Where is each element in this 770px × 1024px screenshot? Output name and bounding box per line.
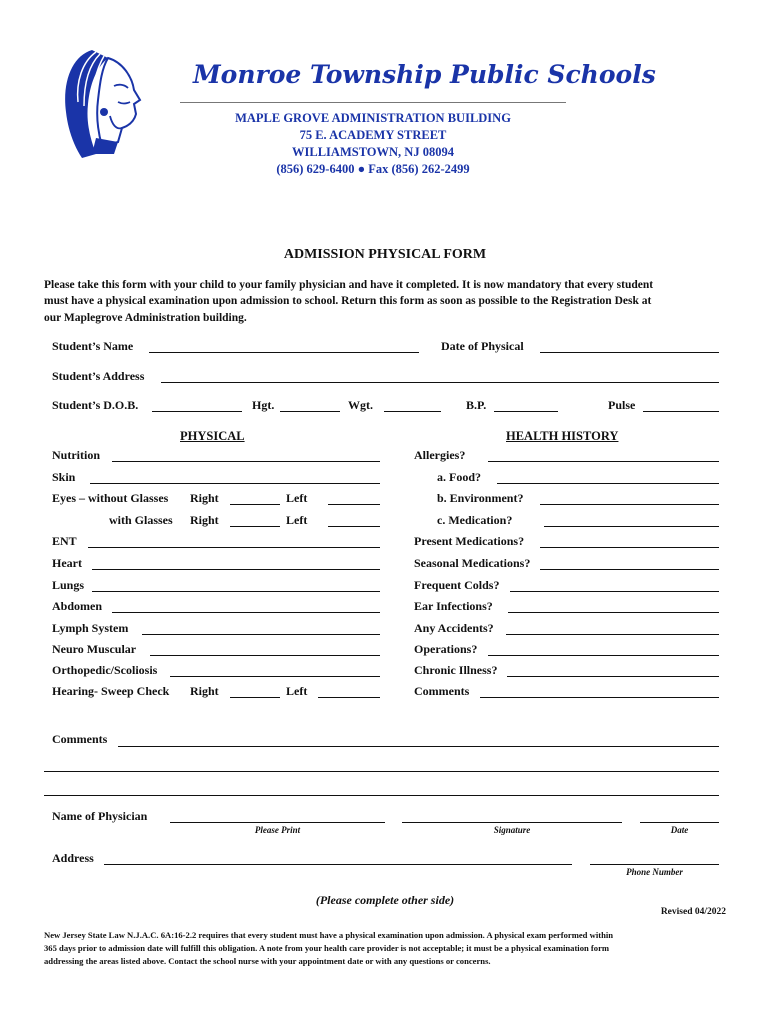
lymph-label: Lymph System <box>52 621 129 635</box>
intro-line-1: Please take this form with your child to your family physician and have it completed. It is now mandatory that every student <box>44 279 654 291</box>
physician-address-field[interactable] <box>104 864 572 865</box>
allergies-field[interactable] <box>488 461 719 462</box>
bp-field[interactable] <box>494 411 558 412</box>
date-caption: Date <box>670 825 689 835</box>
food-field[interactable] <box>497 483 719 484</box>
accidents-field[interactable] <box>506 634 719 635</box>
eyes-without-right-field[interactable] <box>230 504 280 505</box>
lungs-label: Lungs <box>52 578 85 592</box>
law-text-line-2: 365 days prior to admission date will fulfill this obligation. A note from your health care provider is not acceptable; it must be a physical examination form <box>44 943 610 953</box>
medication-field[interactable] <box>544 526 719 527</box>
phone-fax: (856) 629-6400 ● Fax (856) 262-2499 <box>276 162 470 176</box>
street-address: 75 E. ACADEMY STREET <box>299 128 447 142</box>
height-field[interactable] <box>280 411 340 412</box>
seasonal-medications-label: Seasonal Medications? <box>414 556 531 570</box>
law-text-line-3: addressing the areas listed above. Contact the school nurse with your appointment date or with any questions or concerns. <box>44 956 491 966</box>
date-of-physical-label: Date of Physical <box>441 339 524 353</box>
pulse-field[interactable] <box>643 411 719 412</box>
signature-caption: Signature <box>493 825 531 835</box>
with-glasses-right-label: Right <box>190 513 219 527</box>
weight-label: Wgt. <box>348 398 373 412</box>
eyes-without-left-label: Left <box>286 491 308 505</box>
student-address-field[interactable] <box>161 382 719 383</box>
history-comments-label: Comments <box>414 684 470 698</box>
physical-heading: PHYSICAL <box>180 429 245 443</box>
seasonal-medications-field[interactable] <box>540 569 719 570</box>
bp-label: B.P. <box>466 398 487 412</box>
ortho-field[interactable] <box>170 676 380 677</box>
physician-signature-field[interactable] <box>402 822 622 823</box>
student-name-label: Student’s Name <box>52 339 134 353</box>
ortho-label: Orthopedic/Scoliosis <box>52 663 158 677</box>
operations-field[interactable] <box>488 655 719 656</box>
present-medications-label: Present Medications? <box>414 534 525 548</box>
complete-other-side-note: (Please complete other side) <box>315 893 455 907</box>
student-name-field[interactable] <box>149 352 419 353</box>
student-address-label: Student’s Address <box>52 369 145 383</box>
height-label: Hgt. <box>252 398 275 412</box>
physician-name-field[interactable] <box>170 822 385 823</box>
hearing-left-label: Left <box>286 684 308 698</box>
physician-phone-field[interactable] <box>590 864 719 865</box>
hearing-right-field[interactable] <box>230 697 280 698</box>
dob-field[interactable] <box>152 411 242 412</box>
city-address: WILLIAMSTOWN, NJ 08094 <box>292 145 454 159</box>
present-medications-field[interactable] <box>540 547 719 548</box>
medication-label: c. Medication? <box>437 513 513 527</box>
comments-field-3[interactable] <box>44 795 719 796</box>
food-label: a. Food? <box>437 470 482 484</box>
warrior-head-icon <box>52 42 152 162</box>
school-name: Monroe Township Public Schools <box>193 60 656 89</box>
building-name: MAPLE GROVE ADMINISTRATION BUILDING <box>235 111 511 125</box>
physician-date-field[interactable] <box>640 822 719 823</box>
chronic-illness-field[interactable] <box>507 676 719 677</box>
ent-label: ENT <box>52 534 77 548</box>
skin-label: Skin <box>52 470 76 484</box>
ear-infections-field[interactable] <box>508 612 719 613</box>
comments-field-1[interactable] <box>118 746 719 747</box>
health-history-heading: HEALTH HISTORY <box>506 429 619 443</box>
heart-field[interactable] <box>92 569 380 570</box>
abdomen-field[interactable] <box>112 612 380 613</box>
skin-field[interactable] <box>90 483 380 484</box>
ear-infections-label: Ear Infections? <box>414 599 493 613</box>
neuro-label: Neuro Muscular <box>52 642 137 656</box>
revised-date: Revised 04/2022 <box>660 907 726 917</box>
hearing-right-label: Right <box>190 684 219 698</box>
environment-label: b. Environment? <box>437 491 524 505</box>
lungs-field[interactable] <box>92 591 380 592</box>
law-text-line-1: New Jersey State Law N.J.A.C. 6A:16-2.2 requires that every student must have a physical examination upon admission. A physical exam performed within <box>44 930 614 940</box>
chronic-illness-label: Chronic Illness? <box>414 663 498 677</box>
with-glasses-left-label: Left <box>286 513 308 527</box>
header-divider <box>180 102 566 103</box>
allergies-label: Allergies? <box>414 448 466 462</box>
date-of-physical-field[interactable] <box>540 352 719 353</box>
frequent-colds-label: Frequent Colds? <box>414 578 500 592</box>
operations-label: Operations? <box>414 642 478 656</box>
eyes-without-right-label: Right <box>190 491 219 505</box>
hearing-label: Hearing- Sweep Check <box>52 684 170 698</box>
with-glasses-right-field[interactable] <box>230 526 280 527</box>
eyes-without-left-field[interactable] <box>328 504 380 505</box>
form-title: ADMISSION PHYSICAL FORM <box>283 247 487 262</box>
history-comments-field[interactable] <box>480 697 719 698</box>
pulse-label: Pulse <box>608 398 636 412</box>
physician-label: Name of Physician <box>52 809 148 823</box>
comments-field-2[interactable] <box>44 771 719 772</box>
hearing-left-field[interactable] <box>318 697 380 698</box>
phone-number-caption: Phone Number <box>626 867 683 877</box>
nutrition-label: Nutrition <box>52 448 100 462</box>
intro-line-2: must have a physical examination upon admission to school. Return this form as soon as possible to the Registration Desk at <box>44 295 652 307</box>
intro-line-3: our Maplegrove Administration building. <box>44 312 247 324</box>
weight-field[interactable] <box>384 411 441 412</box>
accidents-label: Any Accidents? <box>414 621 494 635</box>
eyes-without-glasses-label: Eyes – without Glasses <box>52 491 169 505</box>
frequent-colds-field[interactable] <box>510 591 719 592</box>
neuro-field[interactable] <box>150 655 380 656</box>
lymph-field[interactable] <box>142 634 380 635</box>
address-label: Address <box>52 851 94 865</box>
please-print-caption: Please Print <box>254 825 301 835</box>
with-glasses-left-field[interactable] <box>328 526 380 527</box>
school-logo <box>52 42 152 162</box>
abdomen-label: Abdomen <box>52 599 103 613</box>
environment-field[interactable] <box>540 504 719 505</box>
ent-field[interactable] <box>88 547 380 548</box>
heart-label: Heart <box>52 556 82 570</box>
dob-label: Student’s D.O.B. <box>52 398 139 412</box>
comments-label: Comments <box>52 732 108 746</box>
nutrition-field[interactable] <box>112 461 380 462</box>
with-glasses-label: with Glasses <box>109 513 173 527</box>
